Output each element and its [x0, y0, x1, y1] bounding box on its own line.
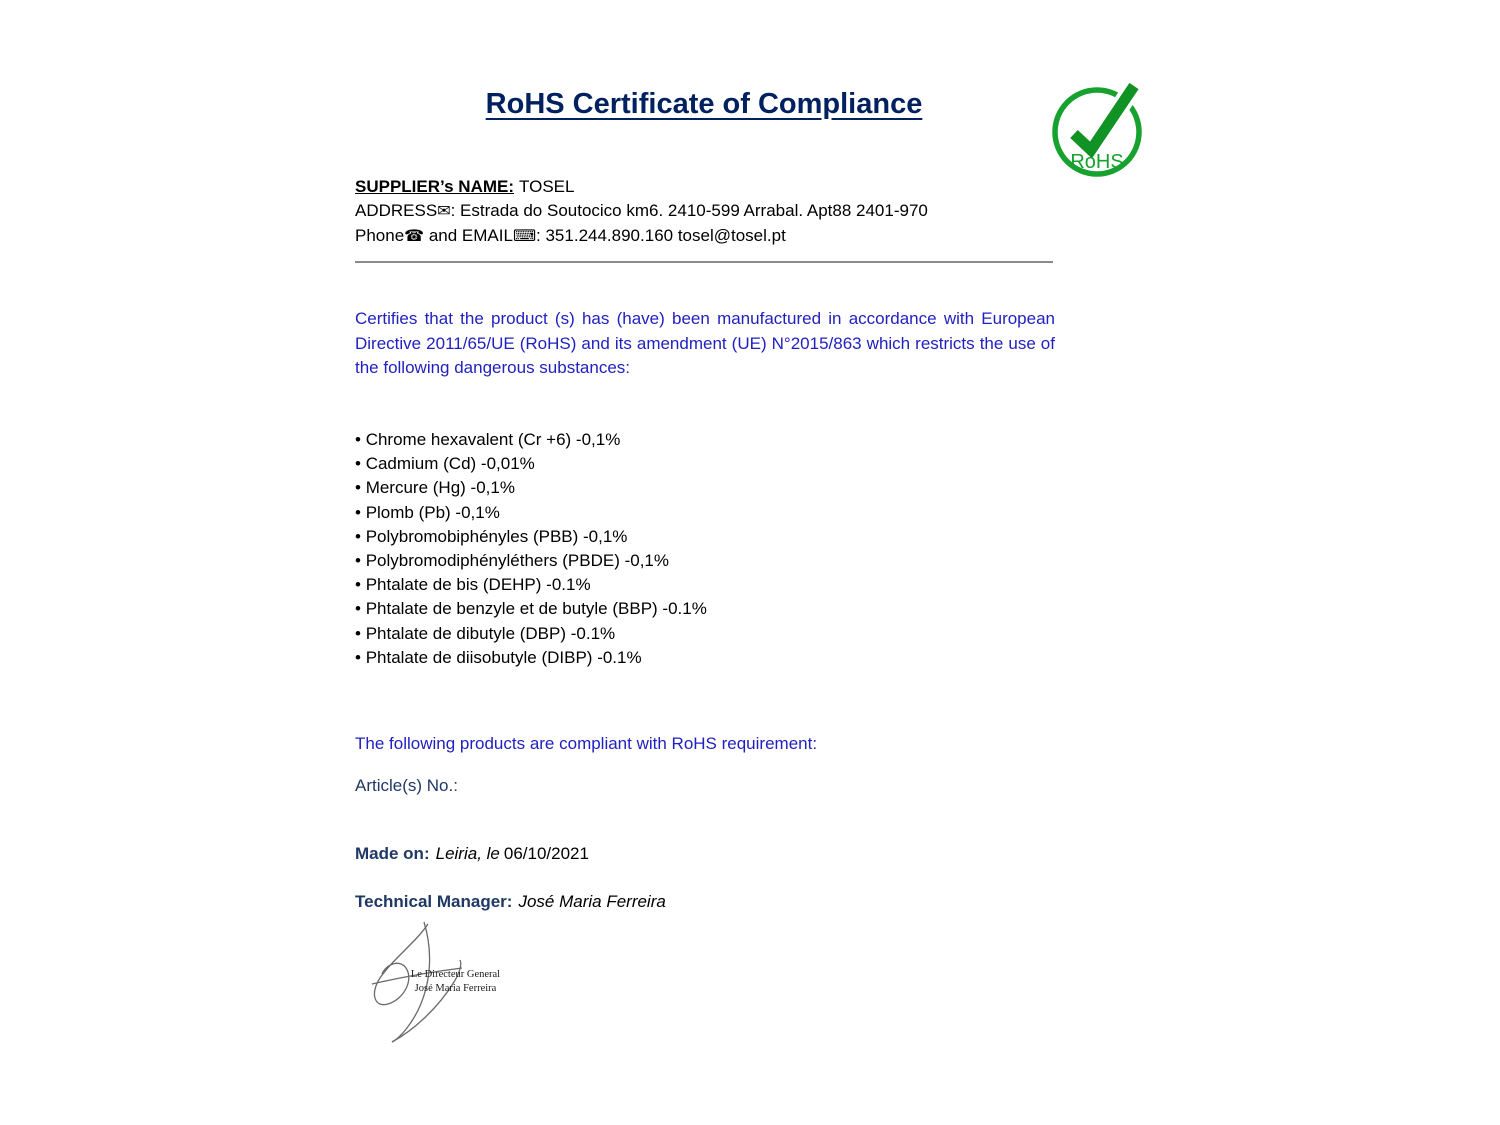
signature-caption-line1: Le Directeur General — [410, 969, 501, 980]
substance-item: • Phtalate de diisobutyle (DIBP) -0.1% — [355, 646, 1053, 670]
signature-caption-line2: José Maria Ferreira — [414, 983, 497, 994]
contact-value: : 351.244.890.160 tosel@tosel.pt — [536, 226, 786, 245]
phone-label: Phone — [355, 226, 405, 245]
page-title: RoHS Certificate of Compliance — [485, 88, 923, 120]
rohs-logo-label: RoHS — [1070, 151, 1124, 173]
supplier-name-line — [355, 175, 1053, 199]
made-on-place: Leiria, le — [435, 844, 500, 863]
substance-item: • Phtalate de benzyle et de butyle (BBP) -0.1% — [355, 597, 1053, 621]
substance-item: • Mercure (Hg) -0,1% — [355, 476, 1053, 500]
technical-manager-line — [355, 892, 1053, 912]
address-label: ADDRESS — [355, 201, 438, 220]
signature-caption — [388, 968, 523, 996]
signature — [358, 920, 558, 1050]
technical-manager-name: José Maria Ferreira — [518, 892, 666, 911]
supplier-contact-line — [355, 224, 1053, 249]
made-on-date: 06/10/2021 — [503, 844, 589, 863]
substance-item: • Phtalate de bis (DEHP) -0.1% — [355, 573, 1053, 597]
rohs-logo — [1050, 80, 1150, 185]
supplier-address-line — [355, 199, 1053, 224]
substance-item: • Polybromobiphényles (PBB) -0,1% — [355, 525, 1053, 549]
substance-item: • Plomb (Pb) -0,1% — [355, 501, 1053, 525]
computer-icon: ⌨ — [512, 228, 537, 245]
substance-item: • Polybromodiphényléthers (PBDE) -0,1% — [355, 549, 1053, 573]
envelope-icon: ✉ — [437, 203, 451, 220]
article-number-label: Article(s) No.: — [355, 776, 458, 795]
made-on-label: Made on: — [355, 844, 430, 863]
email-label: and EMAIL — [424, 226, 513, 245]
certification-paragraph: Certifies that the product (s) has (have) been manufactured in accordance with European Directive 2011/65/UE (RoHS) and its amendment (UE) N°2015/863 which restricts the use of the following dangerous substances: — [355, 309, 1055, 377]
rohs-checkmark-icon — [1050, 80, 1150, 185]
supplier-block — [355, 175, 1053, 249]
supplier-name-value: TOSEL — [519, 177, 575, 196]
compliance-statement: The following products are compliant with RoHS requirement: — [355, 734, 818, 753]
phone-icon: ☎ — [404, 228, 425, 245]
technical-manager-label: Technical Manager: — [355, 892, 513, 911]
address-value: : Estrada do Soutocico km6. 2410-599 Arrabal. Apt88 2401-970 — [450, 201, 928, 220]
substance-item: • Cadmium (Cd) -0,01% — [355, 452, 1053, 476]
substance-item: • Phtalate de dibutyle (DBP) -0.1% — [355, 622, 1053, 646]
divider — [355, 261, 1053, 263]
made-on-line — [355, 844, 1053, 864]
supplier-name-label: SUPPLIER’s NAME: — [355, 177, 515, 196]
substances-list — [355, 428, 1053, 670]
substance-item: • Chrome hexavalent (Cr +6) -0,1% — [355, 428, 1053, 452]
